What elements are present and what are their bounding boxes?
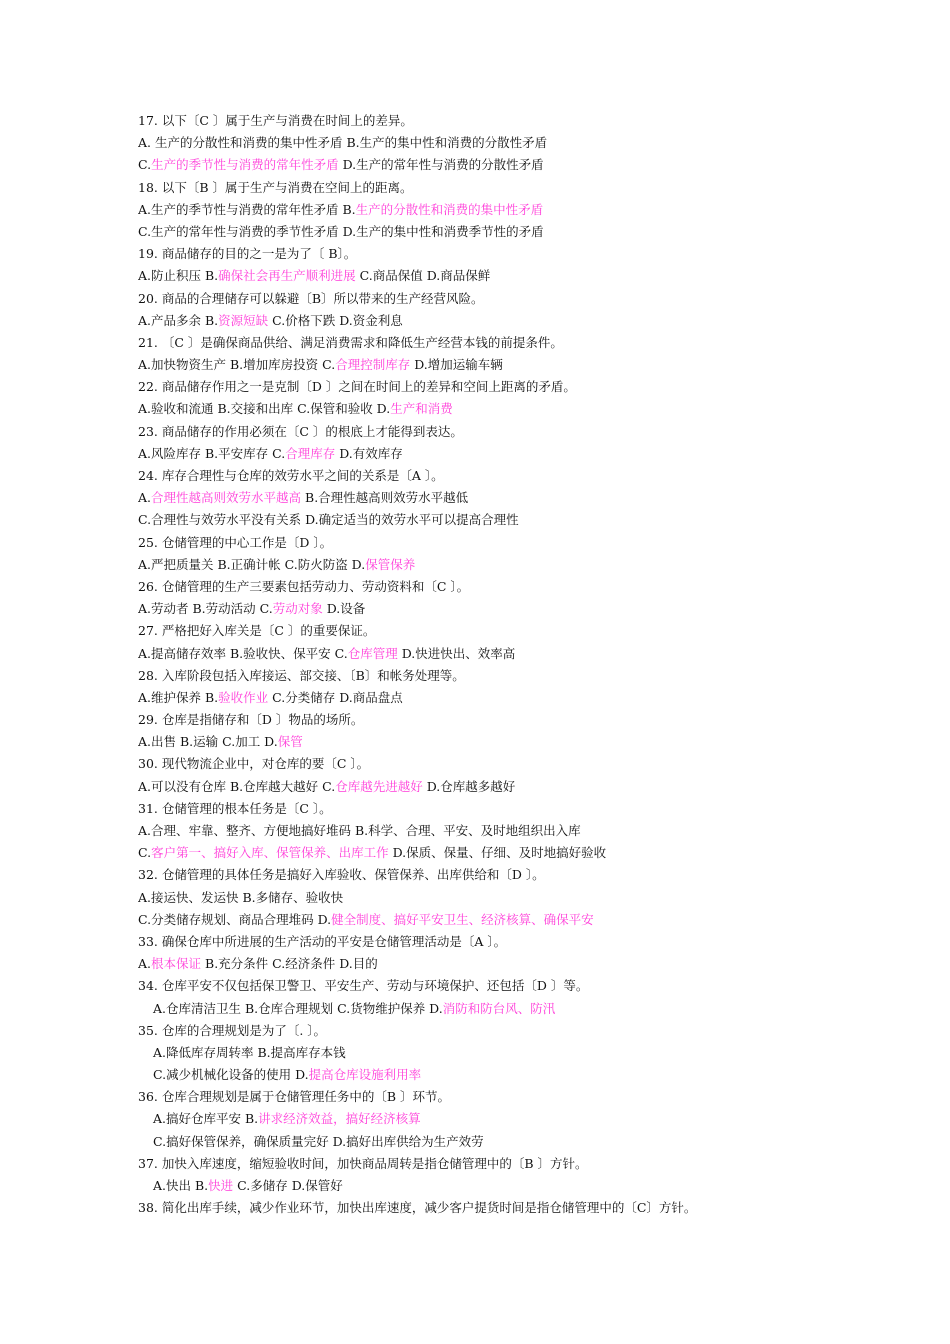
text-segment: A.严把质量关 B.正确计帐 C.防火防盗 D. (138, 556, 366, 572)
text-line (138, 1108, 918, 1130)
text-line (138, 887, 918, 909)
highlighted-answer: 保管保养 (365, 556, 416, 572)
highlighted-answer: 合理控制库存 (335, 357, 411, 373)
text-segment: B.合理性越高则效劳水平越低 (301, 490, 469, 506)
text-segment: 28. 入库阶段包括入库接运、部交接、〔B〕和帐务处理等。 (138, 667, 465, 683)
text-line (138, 1153, 918, 1175)
text-line (138, 842, 918, 864)
highlighted-answer: 快进 (208, 1178, 234, 1193)
text-segment: D.仓库越多越好 (422, 778, 516, 794)
text-segment: 31. 仓储管理的根本任务是〔C 〕。 (138, 800, 332, 816)
text-line (138, 931, 918, 953)
text-line (138, 465, 918, 487)
text-line (138, 665, 918, 687)
text-line (138, 177, 918, 199)
highlighted-answer: 生产的分散性和消费的集中性矛盾 (355, 201, 544, 217)
text-segment: 29. 仓库是指储存和〔D 〕物品的场所。 (138, 712, 364, 728)
highlighted-answer: 生产的季节性与消费的常年性矛盾 (151, 157, 339, 173)
text-segment: D.增加运输车辆 (410, 357, 503, 373)
text-line (138, 1175, 918, 1197)
text-line (138, 132, 918, 154)
text-line (138, 110, 918, 132)
text-line (138, 221, 918, 243)
highlighted-answer: 确保社会再生产顺利进展 (218, 268, 356, 284)
text-segment: A.提高储存效率 B.验收快、保平安 C. (138, 645, 348, 661)
text-segment: A.生产的季节性与消费的常年性矛盾 B. (138, 201, 356, 217)
text-segment: 19. 商品储存的目的之一是为了〔 B〕。 (138, 246, 357, 262)
text-segment: C.分类储存 D.商品盘点 (268, 689, 403, 705)
text-segment: 32. 仓储管理的具体任务是搞好入库验收、保管保养、出库供给和〔D 〕。 (138, 867, 545, 883)
text-line (138, 487, 918, 509)
text-line (138, 398, 918, 420)
text-line (138, 332, 918, 354)
text-segment: A.可以没有仓库 B.仓库越大越好 C. (138, 778, 336, 794)
text-segment: 27. 严格把好入库关是〔C 〕的重要保证。 (138, 623, 376, 639)
text-line (138, 798, 918, 820)
highlighted-answer: 根本保证 (151, 956, 202, 972)
text-line (138, 1064, 918, 1086)
highlighted-answer: 合理性越高则效劳水平越高 (151, 490, 302, 506)
highlighted-answer: 生产和消费 (390, 401, 453, 417)
text-line (138, 576, 918, 598)
text-segment: A.降低库存周转率 B.提高库存本钱 (153, 1044, 346, 1060)
text-line (138, 154, 918, 176)
text-segment: 30. 现代物流企业中，对仓库的要〔C 〕。 (138, 756, 370, 772)
text-segment: 23. 商品储存的作用必须在〔C 〕的根底上才能得到表达。 (138, 423, 463, 439)
text-segment: A.防止积压 B. (138, 268, 219, 284)
text-segment: A.验收和流通 B.交接和出库 C.保管和验收 D. (138, 401, 391, 417)
text-segment: C.合理性与效劳水平没有关系 D.确定适当的效劳水平可以提高合理性 (138, 512, 519, 528)
text-segment: 37. 加快入库速度，缩短验收时间，加快商品周转是指仓储管理中的〔B 〕方针。 (138, 1155, 588, 1171)
text-segment: C. (138, 845, 152, 861)
text-line (138, 376, 918, 398)
text-segment: A.风险库存 B.平安库存 C. (138, 445, 286, 461)
text-line (138, 421, 918, 443)
highlighted-answer: 健全制度、搞好平安卫生、经济核算、确保平安 (331, 911, 594, 927)
highlighted-answer: 仓库管理 (347, 645, 398, 661)
text-line (138, 199, 918, 221)
text-line (138, 509, 918, 531)
highlighted-answer: 资源短缺 (218, 312, 269, 328)
text-line (138, 998, 918, 1020)
text-segment: A.仓库清洁卫生 B.仓库合理规划 C.货物维护保养 D. (153, 1000, 443, 1016)
text-segment: 33. 确保仓库中所进展的生产活动的平安是仓储管理活动是〔A 〕。 (138, 933, 507, 949)
text-segment: A. (138, 956, 152, 972)
text-segment: 38. 简化出库手续，减少作业环节，加快出库速度，减少客户提货时间是指仓储管理中的〔C〕方针。 (138, 1200, 697, 1216)
text-line (138, 598, 918, 620)
text-line (138, 820, 918, 842)
text-line (138, 310, 918, 332)
text-line (138, 643, 918, 665)
text-line (138, 554, 918, 576)
text-segment: C.生产的常年性与消费的季节性矛盾 D.生产的集中性和消费季节性的矛盾 (138, 223, 544, 239)
text-segment: A.搞好仓库平安 B. (153, 1111, 259, 1127)
text-line (138, 909, 918, 931)
text-segment: A.加快物资生产 B.增加库房投资 C. (138, 357, 336, 373)
text-segment: A.出售 B.运输 C.加工 D. (138, 734, 278, 750)
text-segment: 21. 〔C 〕是确保商品供给、满足消费需求和降低生产经营本钱的前提条件。 (138, 334, 563, 350)
highlighted-answer: 提高仓库设施利用率 (308, 1067, 422, 1083)
text-segment: A.合理、牢靠、整齐、方便地搞好堆码 B.科学、合理、平安、及时地组织出入库 (138, 823, 581, 838)
text-line (138, 753, 918, 775)
text-segment: C.价格下跌 D.资金利息 (268, 312, 403, 328)
text-segment: 18. 以下〔B 〕属于生产与消费在空间上的距离。 (138, 179, 413, 195)
text-segment: A.劳动者 B.劳动活动 C. (138, 601, 273, 617)
highlighted-answer: 客户第一、搞好入库、保管保养、出库工作 (151, 845, 389, 861)
text-segment: 35. 仓库的合理规划是为了〔. 〕。 (138, 1022, 327, 1038)
text-segment: A. (138, 490, 152, 506)
text-segment: D.生产的常年性与消费的分散性矛盾 (338, 157, 544, 173)
text-line (138, 953, 918, 975)
text-line (138, 288, 918, 310)
text-segment: C. (138, 157, 152, 173)
text-line (138, 864, 918, 886)
highlighted-answer: 验收作业 (218, 689, 269, 705)
highlighted-answer: 保管 (277, 734, 303, 750)
text-line (138, 620, 918, 642)
text-segment: 22. 商品储存作用之一是克制〔D 〕之间在时间上的差异和空间上距离的矛盾。 (138, 379, 576, 395)
text-line (138, 687, 918, 709)
text-segment: C.减少机械化设备的使用 D. (153, 1067, 309, 1083)
text-segment: D.保质、保量、仔细、及时地搞好验收 (388, 845, 607, 861)
text-line (138, 443, 918, 465)
text-segment: B.充分条件 C.经济条件 D.目的 (201, 956, 378, 972)
text-segment: 25. 仓储管理的中心工作是〔D 〕。 (138, 534, 333, 550)
text-segment: D.快进快出、效率高 (397, 645, 516, 661)
text-segment: C.多储存 D.保管好 (233, 1178, 343, 1193)
text-line (138, 1042, 918, 1064)
question-list (138, 110, 918, 1219)
text-line (138, 709, 918, 731)
text-segment: D.有效库存 (335, 445, 403, 461)
text-line (138, 1020, 918, 1042)
text-line (138, 243, 918, 265)
text-line (138, 731, 918, 753)
text-line (138, 1086, 918, 1108)
highlighted-answer: 合理库存 (285, 445, 336, 461)
text-segment: A.产品多余 B. (138, 312, 219, 328)
text-line (138, 354, 918, 376)
highlighted-answer: 消防和防台风、防汛 (442, 1000, 556, 1016)
text-segment: D.设备 (322, 601, 366, 617)
text-line (138, 1131, 918, 1153)
highlighted-answer: 讲求经济效益，搞好经济核算 (258, 1111, 421, 1127)
text-line (138, 265, 918, 287)
text-segment: 26. 仓储管理的生产三要素包括劳动力、劳动资料和〔C 〕。 (138, 578, 470, 594)
text-line (138, 532, 918, 554)
text-line (138, 975, 918, 997)
text-segment: 24. 库存合理性与仓库的效劳水平之间的关系是〔A 〕。 (138, 468, 444, 483)
text-segment: 36. 仓库合理规划是属于仓储管理任务中的〔B 〕环节。 (138, 1089, 451, 1105)
highlighted-answer: 仓库越先进越好 (335, 778, 423, 794)
text-segment: C.商品保值 D.商品保鲜 (355, 268, 491, 284)
text-segment: C.分类储存规划、商品合理堆码 D. (138, 911, 332, 927)
text-segment: 17. 以下〔C 〕属于生产与消费在时间上的差异。 (138, 113, 413, 128)
text-segment: A. 生产的分散性和消费的集中性矛盾 B.生产的集中性和消费的分散性矛盾 (138, 135, 548, 151)
text-line (138, 776, 918, 798)
text-segment: A.快出 B. (153, 1178, 209, 1193)
text-segment: 20. 商品的合理储存可以躲避〔B〕所以带来的生产经营风险。 (138, 290, 484, 306)
text-segment: A.维护保养 B. (138, 689, 219, 705)
text-segment: 34. 仓库平安不仅包括保卫警卫、平安生产、劳动与环境保护、还包括〔D 〕等。 (138, 978, 589, 994)
text-line (138, 1197, 918, 1219)
highlighted-answer: 劳动对象 (272, 601, 323, 617)
text-segment: A.接运快、发运快 B.多储存、验收快 (138, 889, 344, 905)
text-segment: C.搞好保管保养，确保质量完好 D.搞好出库供给为生产效劳 (153, 1133, 484, 1149)
